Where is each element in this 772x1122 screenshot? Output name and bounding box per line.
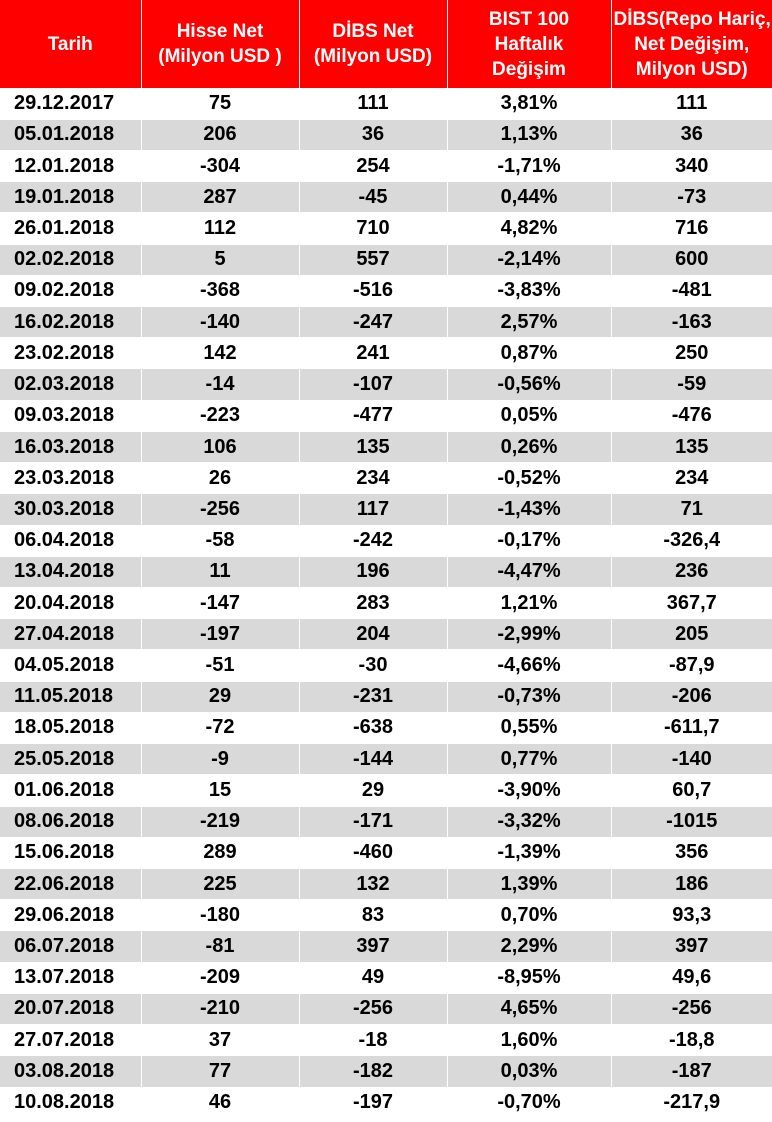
cell-equity-net: -140 [141, 307, 299, 338]
cell-bond-ex-repo: 93,3 [611, 900, 772, 931]
cell-bond-ex-repo: 250 [611, 338, 772, 369]
cell-bond-net: -460 [299, 837, 447, 868]
cell-equity-net: -51 [141, 650, 299, 681]
cell-bond-net: -516 [299, 275, 447, 306]
cell-bist100-change: -4,66% [447, 650, 611, 681]
cell-date: 27.04.2018 [0, 619, 141, 650]
table-row [0, 806, 772, 837]
cell-bond-net: 196 [299, 556, 447, 587]
cell-bist100-change: -1,39% [447, 837, 611, 868]
table-row [0, 650, 772, 681]
cell-equity-net: -72 [141, 712, 299, 743]
table-row [0, 1087, 772, 1118]
cell-bond-net: 557 [299, 244, 447, 275]
cell-bist100-change: 1,13% [447, 119, 611, 150]
cell-equity-net: 289 [141, 837, 299, 868]
cell-equity-net: -223 [141, 400, 299, 431]
cell-equity-net: -180 [141, 900, 299, 931]
cell-bist100-change: -3,32% [447, 806, 611, 837]
cell-bond-ex-repo: 49,6 [611, 962, 772, 993]
cell-equity-net: 287 [141, 182, 299, 213]
header-line: Haftalık [494, 33, 564, 55]
cell-date: 06.04.2018 [0, 525, 141, 556]
cell-equity-net: -304 [141, 150, 299, 181]
cell-bist100-change: 3,81% [447, 88, 611, 119]
cell-bist100-change: -2,99% [447, 619, 611, 650]
cell-bond-net: 49 [299, 962, 447, 993]
cell-bist100-change: 2,57% [447, 307, 611, 338]
table-header [0, 0, 772, 88]
cell-bond-net: 397 [299, 931, 447, 962]
header-equity-net [141, 0, 299, 88]
cell-bist100-change: -2,14% [447, 244, 611, 275]
cell-bond-ex-repo: -59 [611, 369, 772, 400]
table-row [0, 463, 772, 494]
cell-date: 05.01.2018 [0, 119, 141, 150]
cell-bond-ex-repo: 205 [611, 619, 772, 650]
cell-bist100-change: -0,56% [447, 369, 611, 400]
table-row [0, 1025, 772, 1056]
table-row [0, 431, 772, 462]
cell-bist100-change: -0,70% [447, 1087, 611, 1118]
cell-bond-net: 117 [299, 494, 447, 525]
cell-bond-ex-repo: 135 [611, 431, 772, 462]
cell-date: 20.07.2018 [0, 993, 141, 1024]
cell-equity-net: -256 [141, 494, 299, 525]
cell-bist100-change: -1,43% [447, 494, 611, 525]
header-line: (Milyon USD ) [158, 46, 282, 67]
table-row [0, 931, 772, 962]
cell-bist100-change: 2,29% [447, 931, 611, 962]
cell-equity-net: -9 [141, 744, 299, 775]
cell-bond-net: -45 [299, 182, 447, 213]
cell-bond-ex-repo: -163 [611, 307, 772, 338]
cell-date: 03.08.2018 [0, 1056, 141, 1087]
cell-bist100-change: 0,26% [447, 431, 611, 462]
cell-bond-ex-repo: -206 [611, 681, 772, 712]
cell-bond-net: 254 [299, 150, 447, 181]
cell-equity-net: 29 [141, 681, 299, 712]
cell-bond-ex-repo: 600 [611, 244, 772, 275]
table-row [0, 962, 772, 993]
cell-date: 06.07.2018 [0, 931, 141, 962]
cell-bond-ex-repo: -140 [611, 744, 772, 775]
cell-equity-net: 46 [141, 1087, 299, 1118]
cell-equity-net: 11 [141, 556, 299, 587]
cell-date: 27.07.2018 [0, 1025, 141, 1056]
cell-bist100-change: 0,55% [447, 712, 611, 743]
cell-bond-ex-repo: -476 [611, 400, 772, 431]
cell-equity-net: -81 [141, 931, 299, 962]
header-line: Milyon USD) [635, 58, 748, 80]
cell-bist100-change: -4,47% [447, 556, 611, 587]
cell-bist100-change: -0,52% [447, 463, 611, 494]
cell-date: 23.02.2018 [0, 338, 141, 369]
header-line: Tarih [47, 33, 93, 55]
cell-date: 30.03.2018 [0, 494, 141, 525]
cell-bist100-change: 1,39% [447, 868, 611, 899]
cell-bond-ex-repo: 36 [611, 119, 772, 150]
cell-bond-net: 29 [299, 775, 447, 806]
cell-bond-ex-repo: 340 [611, 150, 772, 181]
cell-equity-net: 26 [141, 463, 299, 494]
cell-bond-net: 135 [299, 431, 447, 462]
cell-bist100-change: 1,21% [447, 588, 611, 619]
table-row [0, 494, 772, 525]
cell-bond-ex-repo: 186 [611, 868, 772, 899]
header-line: BIST 100 [488, 8, 570, 30]
table-row [0, 182, 772, 213]
table-row [0, 619, 772, 650]
cell-date: 10.08.2018 [0, 1087, 141, 1118]
cell-bond-net: -247 [299, 307, 447, 338]
cell-equity-net: -14 [141, 369, 299, 400]
cell-bond-ex-repo: -187 [611, 1056, 772, 1087]
cell-equity-net: 142 [141, 338, 299, 369]
cell-bist100-change: 0,70% [447, 900, 611, 931]
cell-bond-ex-repo: -611,7 [611, 712, 772, 743]
header-row [0, 0, 772, 88]
cell-bond-net: 83 [299, 900, 447, 931]
cell-bond-ex-repo: 397 [611, 931, 772, 962]
cell-bond-net: -171 [299, 806, 447, 837]
cell-bist100-change: 0,87% [447, 338, 611, 369]
table-row [0, 744, 772, 775]
cell-date: 29.06.2018 [0, 900, 141, 931]
cell-date: 25.05.2018 [0, 744, 141, 775]
cell-date: 15.06.2018 [0, 837, 141, 868]
table-row [0, 213, 772, 244]
cell-bond-ex-repo: -73 [611, 182, 772, 213]
cell-equity-net: -368 [141, 275, 299, 306]
cell-date: 12.01.2018 [0, 150, 141, 181]
cell-bond-net: 710 [299, 213, 447, 244]
cell-bist100-change: 1,60% [447, 1025, 611, 1056]
table-row [0, 837, 772, 868]
table-row [0, 369, 772, 400]
cell-bond-net: -231 [299, 681, 447, 712]
cell-bond-net: 111 [299, 88, 447, 119]
header-line: DİBS(Repo Hariç, [613, 8, 771, 30]
cell-bist100-change: -3,90% [447, 775, 611, 806]
header-date [0, 0, 141, 88]
header-line: Hisse Net [176, 21, 264, 42]
cell-bond-ex-repo: 356 [611, 837, 772, 868]
cell-date: 26.01.2018 [0, 213, 141, 244]
cell-bond-net: -30 [299, 650, 447, 681]
cell-date: 02.02.2018 [0, 244, 141, 275]
table-row [0, 244, 772, 275]
cell-bond-ex-repo: -217,9 [611, 1087, 772, 1118]
cell-bist100-change: 4,65% [447, 993, 611, 1024]
cell-equity-net: 5 [141, 244, 299, 275]
cell-equity-net: -219 [141, 806, 299, 837]
header-line: (Milyon USD) [313, 46, 433, 67]
cell-bist100-change: -3,83% [447, 275, 611, 306]
table-row [0, 556, 772, 587]
cell-bond-ex-repo: -1015 [611, 806, 772, 837]
cell-equity-net: 106 [141, 431, 299, 462]
table-row [0, 681, 772, 712]
cell-bist100-change: -1,71% [447, 150, 611, 181]
table-row [0, 150, 772, 181]
cell-equity-net: 112 [141, 213, 299, 244]
cell-date: 20.04.2018 [0, 588, 141, 619]
cell-bond-ex-repo: 234 [611, 463, 772, 494]
cell-bond-ex-repo: 60,7 [611, 775, 772, 806]
table-row [0, 400, 772, 431]
table-row [0, 88, 772, 119]
cell-bond-ex-repo: -87,9 [611, 650, 772, 681]
table-row [0, 712, 772, 743]
cell-date: 22.06.2018 [0, 868, 141, 899]
table-row [0, 588, 772, 619]
cell-bond-ex-repo: 367,7 [611, 588, 772, 619]
cell-date: 23.03.2018 [0, 463, 141, 494]
cell-date: 11.05.2018 [0, 681, 141, 712]
cell-bist100-change: -0,73% [447, 681, 611, 712]
cell-date: 01.06.2018 [0, 775, 141, 806]
cell-bond-net: -144 [299, 744, 447, 775]
cell-equity-net: -210 [141, 993, 299, 1024]
cell-bond-net: -107 [299, 369, 447, 400]
cell-bond-ex-repo: -256 [611, 993, 772, 1024]
cell-bond-net: -242 [299, 525, 447, 556]
table-row [0, 338, 772, 369]
cell-bond-ex-repo: -18,8 [611, 1025, 772, 1056]
cell-bond-net: 132 [299, 868, 447, 899]
cell-equity-net: 206 [141, 119, 299, 150]
cell-bond-net: 283 [299, 588, 447, 619]
header-bond-ex-repo [611, 0, 772, 88]
cell-equity-net: 75 [141, 88, 299, 119]
cell-equity-net: 225 [141, 868, 299, 899]
table-body [0, 88, 772, 1118]
cell-bond-net: -477 [299, 400, 447, 431]
cell-date: 04.05.2018 [0, 650, 141, 681]
cell-bond-net: -256 [299, 993, 447, 1024]
cell-bist100-change: -0,17% [447, 525, 611, 556]
cell-bond-net: 204 [299, 619, 447, 650]
cell-bist100-change: 0,44% [447, 182, 611, 213]
cell-date: 02.03.2018 [0, 369, 141, 400]
header-bist100-change [447, 0, 611, 88]
table-row [0, 119, 772, 150]
cell-bist100-change: 0,03% [447, 1056, 611, 1087]
cell-bond-ex-repo: 236 [611, 556, 772, 587]
cell-equity-net: -58 [141, 525, 299, 556]
cell-equity-net: 15 [141, 775, 299, 806]
cell-bond-net: -182 [299, 1056, 447, 1087]
table-row [0, 307, 772, 338]
cell-bond-net: 36 [299, 119, 447, 150]
table-row [0, 275, 772, 306]
header-line: Değişim [492, 58, 566, 80]
cell-date: 18.05.2018 [0, 712, 141, 743]
cell-date: 13.04.2018 [0, 556, 141, 587]
cell-equity-net: -147 [141, 588, 299, 619]
cell-bond-ex-repo: -326,4 [611, 525, 772, 556]
cell-bist100-change: -8,95% [447, 962, 611, 993]
cell-bond-ex-repo: 716 [611, 213, 772, 244]
cell-date: 08.06.2018 [0, 806, 141, 837]
cell-equity-net: -197 [141, 619, 299, 650]
cell-equity-net: 37 [141, 1025, 299, 1056]
header-line: DİBS Net [332, 21, 414, 42]
table-row [0, 525, 772, 556]
cell-bond-ex-repo: 71 [611, 494, 772, 525]
cell-date: 09.03.2018 [0, 400, 141, 431]
cell-bond-net: -197 [299, 1087, 447, 1118]
cell-equity-net: -209 [141, 962, 299, 993]
cell-bist100-change: 0,05% [447, 400, 611, 431]
table-row [0, 868, 772, 899]
cell-date: 19.01.2018 [0, 182, 141, 213]
cell-equity-net: 77 [141, 1056, 299, 1087]
header-bond-net [299, 0, 447, 88]
table-row [0, 900, 772, 931]
cell-bond-net: -18 [299, 1025, 447, 1056]
cell-bist100-change: 4,82% [447, 213, 611, 244]
header-line: Net Değişim, [634, 33, 750, 55]
cell-bond-net: 234 [299, 463, 447, 494]
cell-bond-ex-repo: 111 [611, 88, 772, 119]
table-row [0, 775, 772, 806]
table-row [0, 993, 772, 1024]
cell-date: 16.02.2018 [0, 307, 141, 338]
table-row [0, 1056, 772, 1087]
cell-date: 29.12.2017 [0, 88, 141, 119]
cell-bond-ex-repo: -481 [611, 275, 772, 306]
cell-date: 16.03.2018 [0, 431, 141, 462]
cell-date: 13.07.2018 [0, 962, 141, 993]
cell-bist100-change: 0,77% [447, 744, 611, 775]
cell-bond-net: 241 [299, 338, 447, 369]
cell-bond-net: -638 [299, 712, 447, 743]
cell-date: 09.02.2018 [0, 275, 141, 306]
